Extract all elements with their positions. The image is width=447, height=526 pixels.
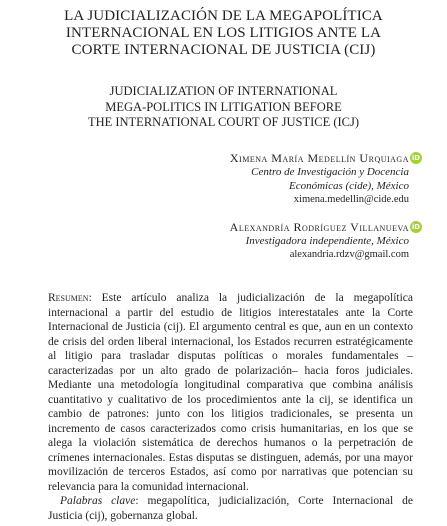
orcid-icon[interactable]: iD <box>411 223 421 231</box>
title-es-line-2: INTERNACIONAL EN LOS LITIGIOS ANTE LA <box>65 25 382 41</box>
author-2 <box>230 220 409 262</box>
title-english <box>20 84 427 131</box>
author-1-name: Ximena María Medellín Urquiaga <box>229 151 409 165</box>
abstract-text: : Este artículo analiza la judicialización de la megapolítica internacional a partir del estudio de litigios interestatales ante la Corte Internacional de Justicia (cij). El argumento central es que, aun en un contexto de crisis del orden liberal internacional, los Estados recurren estratégicamente al litigio para trasladar disputas políticas o morales fundamentales –caracterizadas por un alto grado de polarización– hacia foros judiciales. Mediante una metodología longitudinal comparativa que combina análisis cuantitativo y cualitativo de los procedimientos ante la cij, se identifica un cambio de patrones: junto con los litigios tradicionales, se presenta un incremento de casos caracterizados como crisis humanitarias, en los que se alega la violación sistemática de derechos humanos o la perpetración de crímenes internacionales. Estas disputas se distinguen, además, por una mayor movilización de terceros Estados, así como por narrativas que potencian su relevancia para la comunidad internacional. <box>48 292 413 493</box>
author-1-affiliation-line-1: Centro de Investigación y Docencia <box>251 166 409 178</box>
title-spanish <box>20 8 427 59</box>
author-2-affiliation: Investigadora independiente, México <box>245 235 409 247</box>
abstract-label: Resumen <box>48 292 89 304</box>
title-en-line-1: JUDICIALIZATION OF INTERNATIONAL <box>109 84 338 98</box>
author-1-email[interactable]: ximena.medellin@cide.edu <box>293 194 409 205</box>
author-2-name: Alexandría Rodríguez Villanueva <box>229 220 409 234</box>
title-es-line-3: CORTE INTERNACIONAL DE JUSTICIA (CIJ) <box>71 42 376 58</box>
title-en-line-3: THE INTERNATIONAL COURT OF JUSTICE (ICJ) <box>87 115 360 129</box>
abstract <box>48 291 413 523</box>
keywords-label: Palabras clave <box>60 495 136 507</box>
author-1 <box>230 151 409 207</box>
abstract-paragraph <box>48 291 413 494</box>
title-es-line-1: LA JUDICIALIZACIÓN DE LA MEGAPOLÍTICA <box>64 8 383 24</box>
orcid-icon[interactable]: iD <box>411 154 421 162</box>
author-1-affiliation-line-2: Económicas (cide), México <box>288 180 409 192</box>
author-2-email[interactable]: alexandria.rdzv@gmail.com <box>289 249 409 260</box>
keywords-paragraph <box>48 494 413 523</box>
title-en-line-2: MEGA-POLITICS IN LITIGATION BEFORE <box>105 99 342 114</box>
keywords-text: : megapolítica, judicialización, Corte Internacional de Justicia (cij), gobernanza global. <box>48 495 413 522</box>
